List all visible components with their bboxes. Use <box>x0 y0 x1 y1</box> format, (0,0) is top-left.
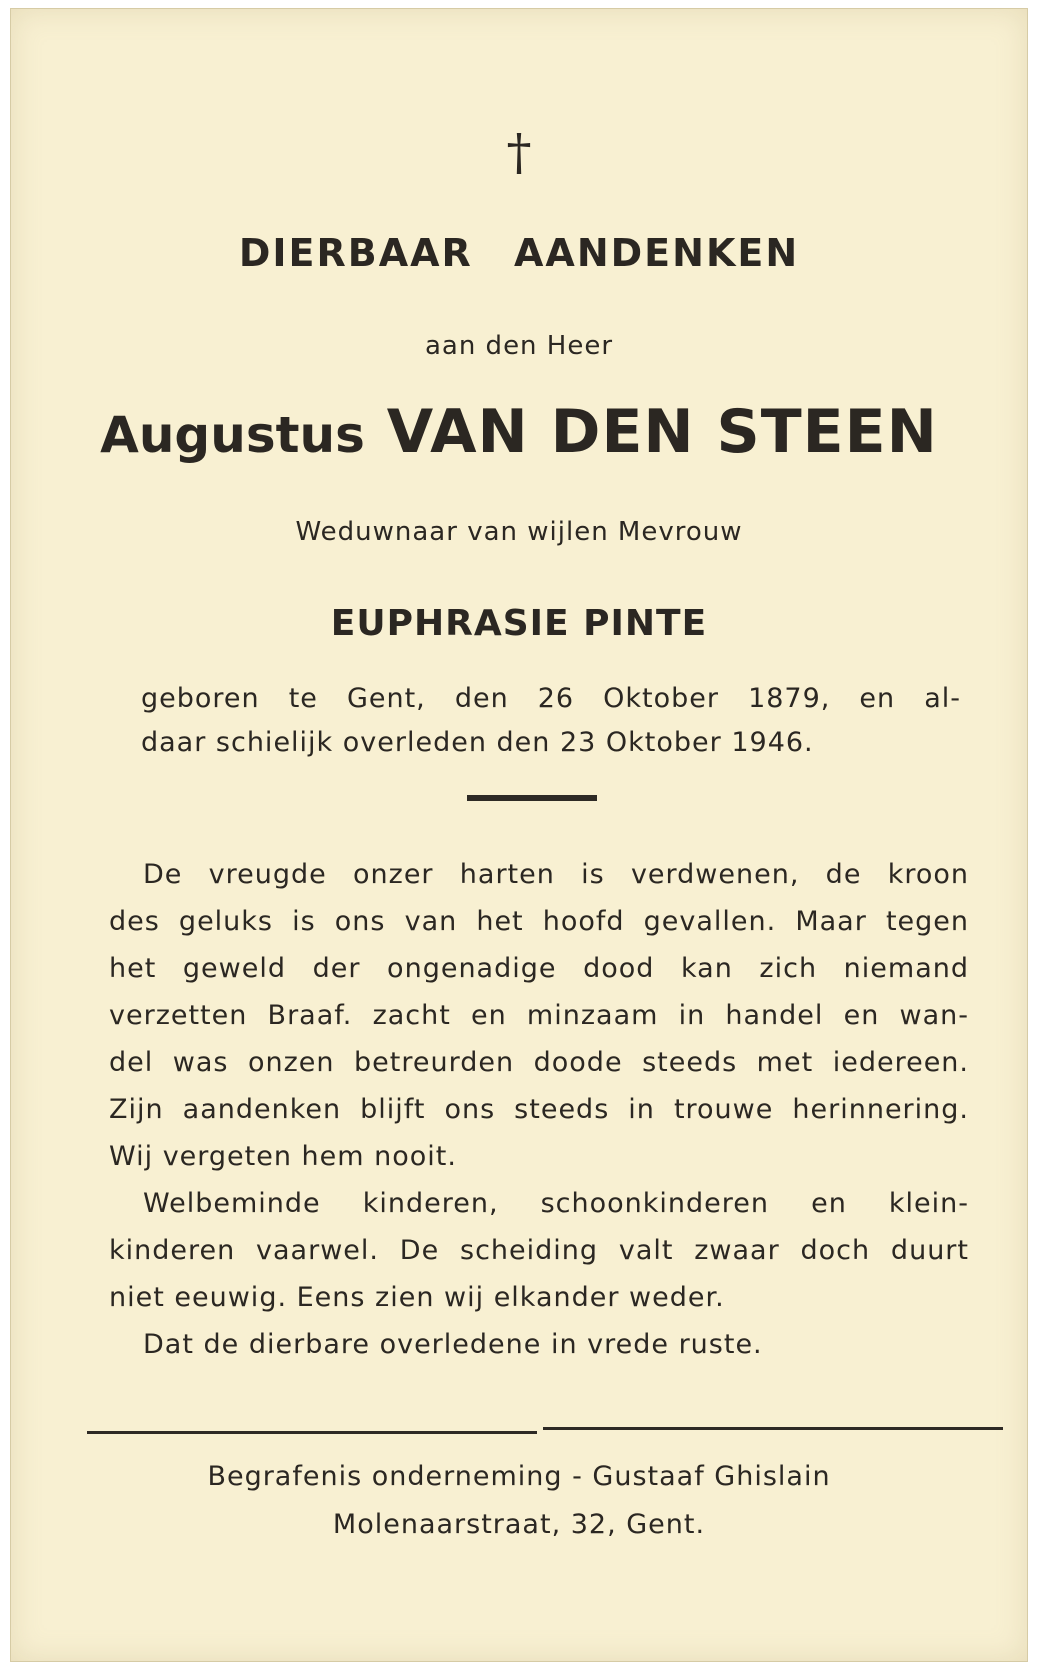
memorial-text-line: Dat de dierbare overledene in vrede ruste. <box>143 1329 763 1360</box>
birth-line: daar schielijk overleden den 23 Oktober 1946. <box>141 727 814 758</box>
memorial-card <box>10 8 1028 1662</box>
memorial-text-line: Zijn aandenken blijft ons steeds in trouwe herinnering. <box>109 1094 969 1125</box>
deceased-last-name: VAN DEN STEEN <box>386 397 938 467</box>
cross-icon: † <box>506 123 532 181</box>
memorial-text-line: kinderen vaarwel. De scheiding valt zwaar doch duurt <box>109 1235 969 1266</box>
memorial-text-line: verzetten Braaf. zacht en minzaam in handel en wan- <box>109 1000 969 1031</box>
divider-long-left <box>87 1431 537 1434</box>
birth-death-text <box>141 677 961 765</box>
divider-long-right <box>543 1427 1003 1430</box>
memorial-text-line: het geweld der ongenadige dood kan zich niemand <box>109 953 969 984</box>
funeral-director-address: Molenaarstraat, 32, Gent. <box>332 1509 706 1540</box>
divider-short <box>467 795 597 801</box>
funeral-director: Begrafenis onderneming - Gustaaf Ghislain <box>207 1461 831 1492</box>
memorial-text-line: des geluks is ons van het hoofd gevallen. Maar tegen <box>109 906 969 937</box>
card-heading <box>11 231 1027 275</box>
deceased-first-name: Augustus <box>100 406 365 464</box>
spouse-name: EUPHRASIE PINTE <box>330 603 708 644</box>
memorial-text-line: niet eeuwig. Eens zien wij elkander weder. <box>109 1282 725 1313</box>
memorial-text-line: Wij vergeten hem nooit. <box>109 1141 457 1172</box>
heading-word-2: AANDENKEN <box>514 231 800 275</box>
widower-line: Weduwnaar van wijlen Mevrouw <box>295 517 743 547</box>
salutation: aan den Heer <box>424 331 614 361</box>
deceased-name <box>11 397 1027 467</box>
birth-line: geboren te Gent, den 26 Oktober 1879, en al- <box>141 683 961 714</box>
heading-word-1: DIERBAAR <box>238 231 473 275</box>
memorial-text-line: De vreugde onzer harten is verdwenen, de kroon <box>143 859 969 890</box>
memorial-text <box>109 851 969 1368</box>
memorial-text-line: del was onzen betreurden doode steeds met iedereen. <box>109 1047 969 1078</box>
memorial-text-line: Welbeminde kinderen, schoonkinderen en klein- <box>143 1188 969 1219</box>
